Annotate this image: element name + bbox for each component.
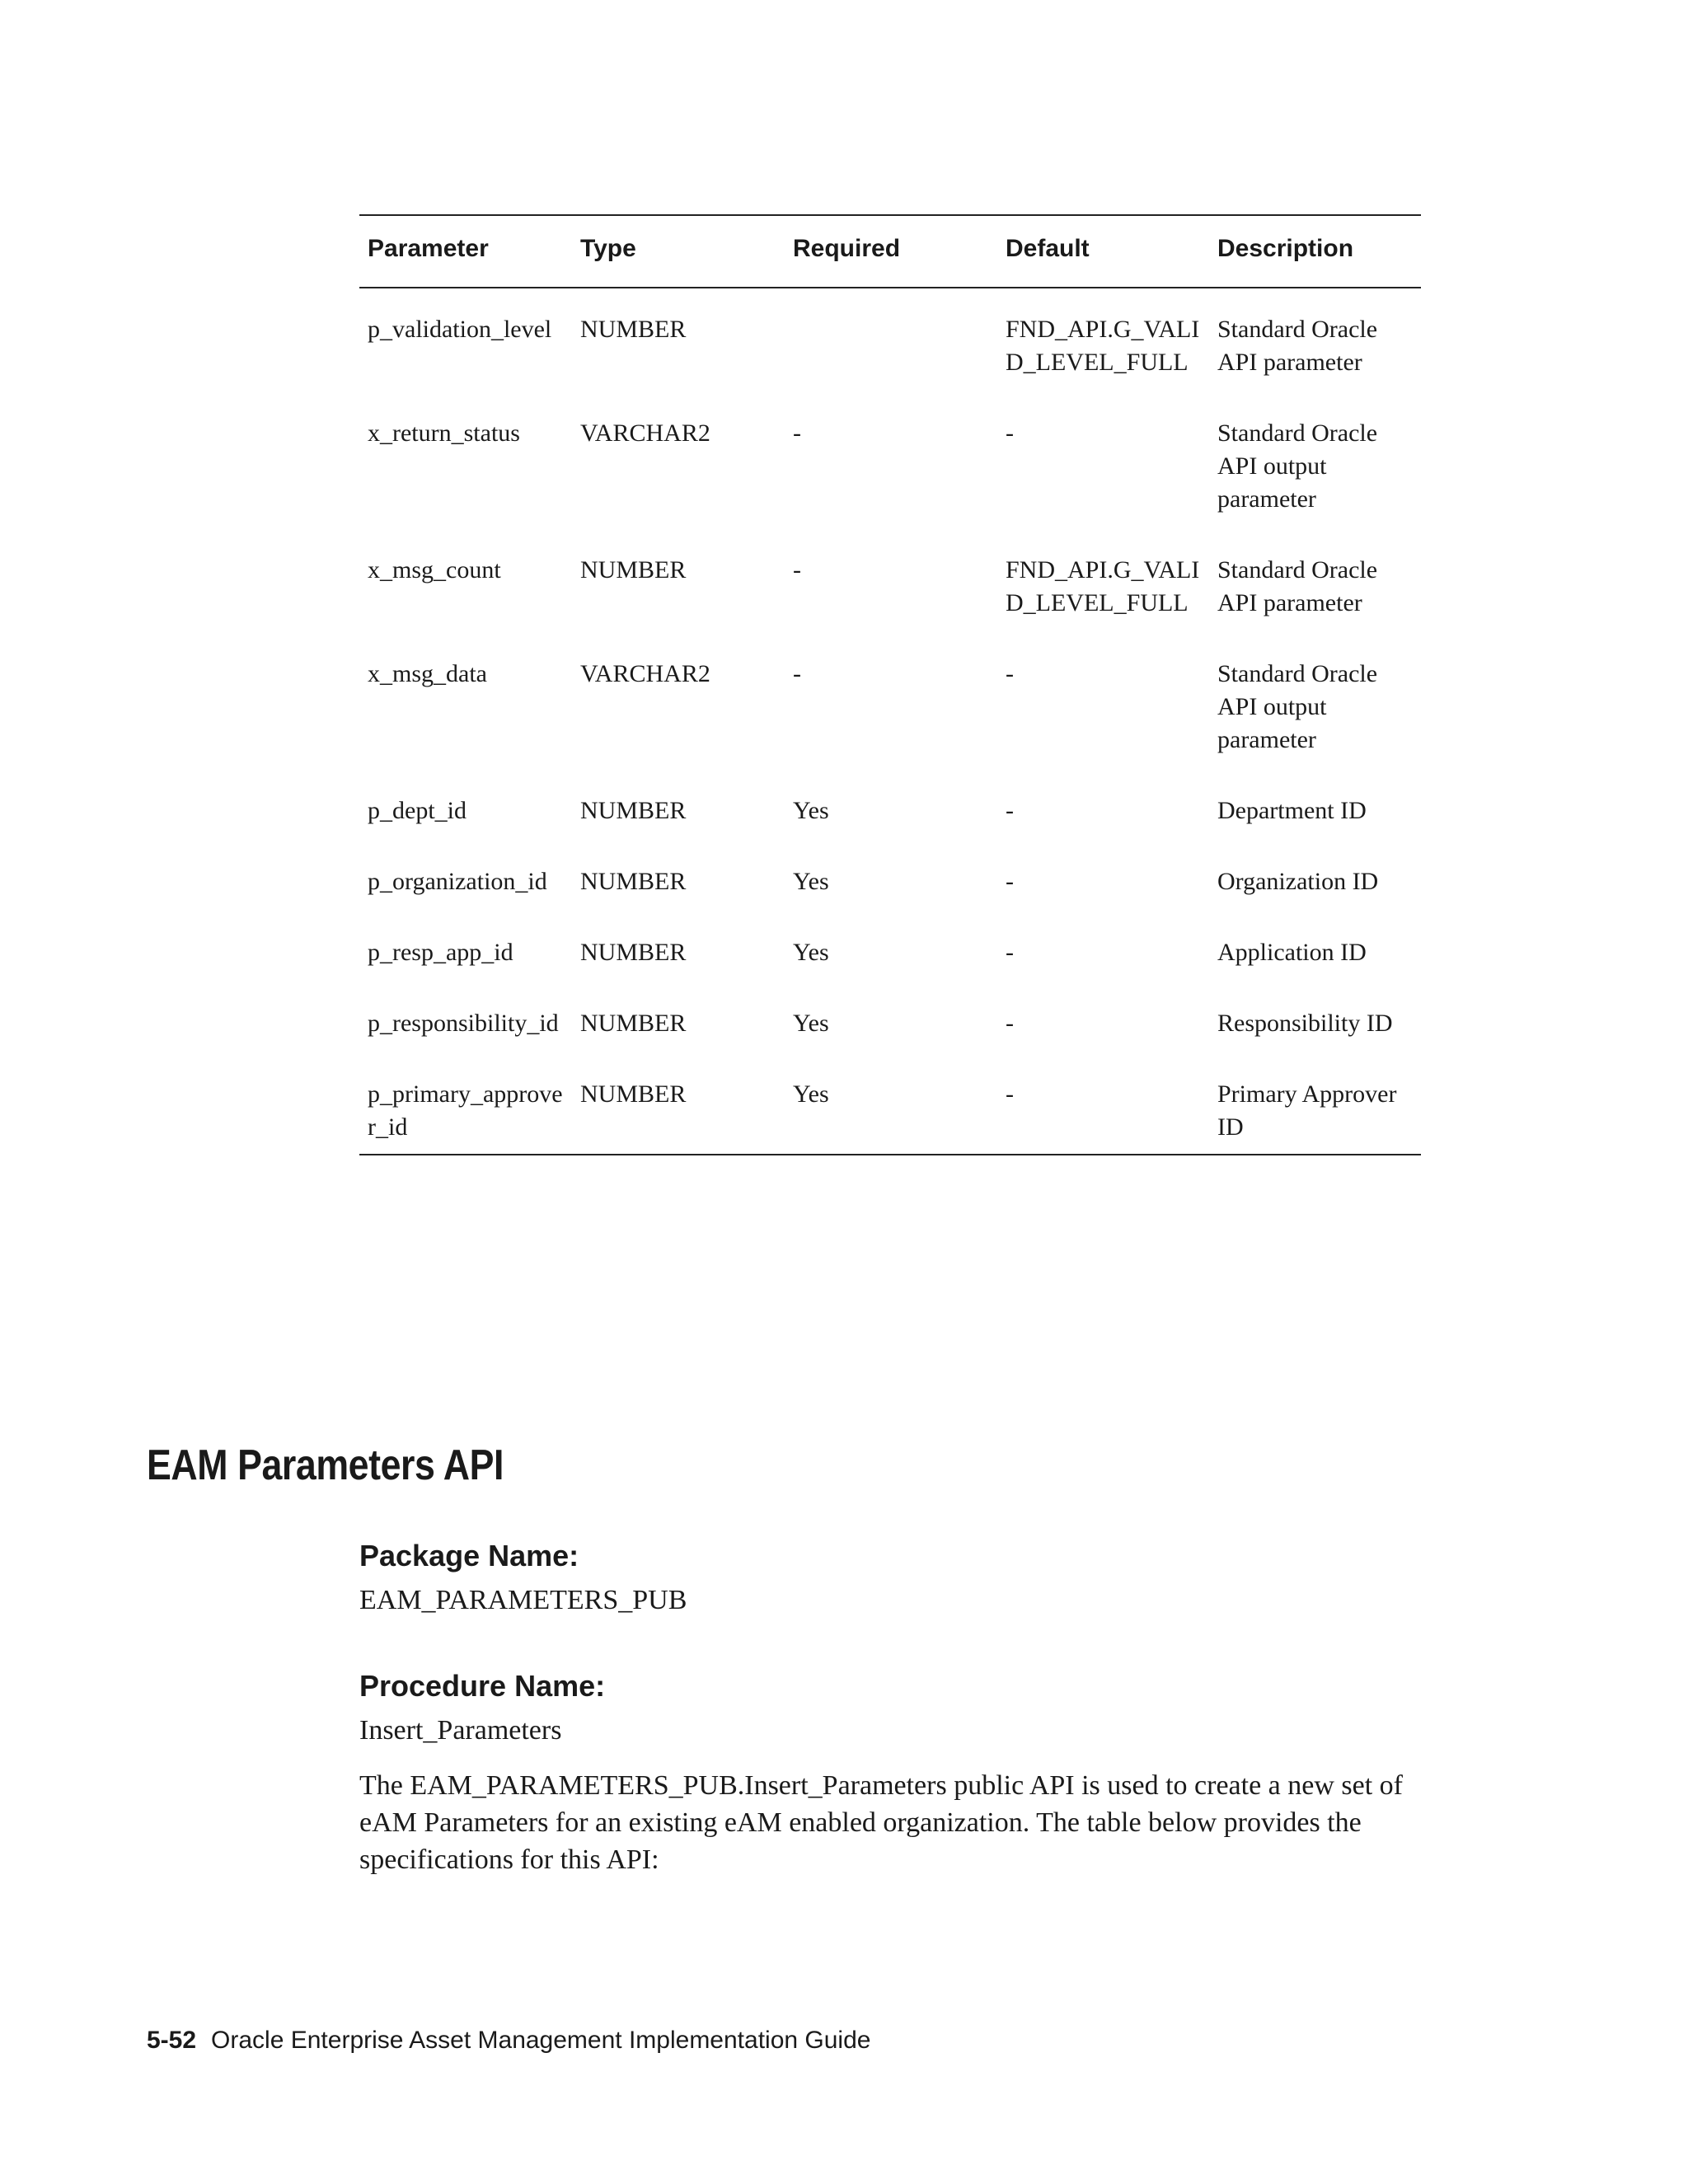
cell-default: -	[1006, 660, 1014, 687]
cell-default: -	[1006, 939, 1014, 966]
table-row	[359, 979, 1421, 1050]
package-name-label: Package Name:	[359, 1539, 579, 1572]
cell-type: VARCHAR2	[580, 419, 710, 447]
cell-parameter: x_msg_count	[368, 556, 501, 583]
column-header-type: Type	[572, 215, 785, 288]
cell-default: -	[1006, 797, 1014, 824]
procedure-name-value: Insert_Parameters	[359, 1715, 562, 1746]
cell-parameter: p_organization_id	[368, 868, 547, 895]
cell-parameter: x_msg_data	[368, 660, 487, 687]
section-title: EAM Parameters API	[147, 1441, 504, 1489]
column-header-description: Description	[1209, 215, 1421, 288]
cell-required: Yes	[793, 939, 829, 966]
cell-required: -	[793, 556, 801, 583]
cell-type: NUMBER	[580, 868, 687, 895]
parameter-table	[359, 214, 1421, 1155]
cell-required: Yes	[793, 1080, 829, 1108]
table-header-row	[359, 215, 1421, 288]
cell-description: Organization ID	[1217, 868, 1379, 895]
api-description: The EAM_PARAMETERS_PUB.Insert_Parameters public API is used to create a new set of eAM Parameters for an existing eAM enabled organization. The table below provides the specifications for this API:	[359, 1770, 1404, 1875]
cell-description: Department ID	[1217, 797, 1367, 824]
cell-required: Yes	[793, 797, 829, 824]
cell-default: FND_API.G_VALID_LEVEL_FULL	[1006, 316, 1200, 376]
procedure-name-label: Procedure Name:	[359, 1669, 606, 1703]
cell-required: -	[793, 660, 801, 687]
table-row	[359, 837, 1421, 908]
table-row	[359, 1050, 1421, 1155]
cell-required: Yes	[793, 1010, 829, 1037]
cell-type: NUMBER	[580, 316, 687, 343]
cell-parameter: p_dept_id	[368, 797, 467, 824]
cell-description: Standard Oracle API output parameter	[1217, 419, 1378, 513]
page-footer	[147, 2024, 870, 2057]
column-header-default: Default	[997, 215, 1209, 288]
table-row	[359, 630, 1421, 766]
cell-type: NUMBER	[580, 797, 687, 824]
cell-parameter: p_primary_approver_id	[368, 1080, 563, 1141]
table-row	[359, 908, 1421, 979]
cell-default: FND_API.G_VALID_LEVEL_FULL	[1006, 556, 1200, 616]
column-header-parameter: Parameter	[359, 215, 572, 288]
cell-type: VARCHAR2	[580, 660, 710, 687]
cell-required: Yes	[793, 868, 829, 895]
cell-type: NUMBER	[580, 556, 687, 583]
column-header-required: Required	[785, 215, 997, 288]
cell-description: Standard Oracle API output parameter	[1217, 660, 1378, 753]
cell-parameter: x_return_status	[368, 419, 520, 447]
cell-description: Standard Oracle API parameter	[1217, 556, 1378, 616]
cell-parameter: p_responsibility_id	[368, 1010, 559, 1037]
cell-description: Application ID	[1217, 939, 1367, 966]
cell-description: Standard Oracle API parameter	[1217, 316, 1378, 376]
cell-required	[785, 288, 997, 389]
table-row	[359, 288, 1421, 389]
cell-parameter: p_resp_app_id	[368, 939, 513, 966]
cell-default: -	[1006, 1080, 1014, 1108]
cell-description: Primary Approver ID	[1217, 1080, 1397, 1141]
cell-default: -	[1006, 868, 1014, 895]
cell-default: -	[1006, 1010, 1014, 1037]
cell-default: -	[1006, 419, 1014, 447]
page-number: 5-52	[147, 2027, 197, 2054]
cell-type: NUMBER	[580, 939, 687, 966]
table-row	[359, 766, 1421, 837]
table-row	[359, 389, 1421, 526]
cell-type: NUMBER	[580, 1080, 687, 1108]
book-title: Oracle Enterprise Asset Management Implementation Guide	[211, 2027, 871, 2054]
cell-description: Responsibility ID	[1217, 1010, 1393, 1037]
cell-required: -	[793, 419, 801, 447]
cell-type: NUMBER	[580, 1010, 687, 1037]
package-name-value: EAM_PARAMETERS_PUB	[359, 1585, 687, 1615]
cell-parameter: p_validation_level	[368, 316, 552, 343]
table-row	[359, 526, 1421, 630]
